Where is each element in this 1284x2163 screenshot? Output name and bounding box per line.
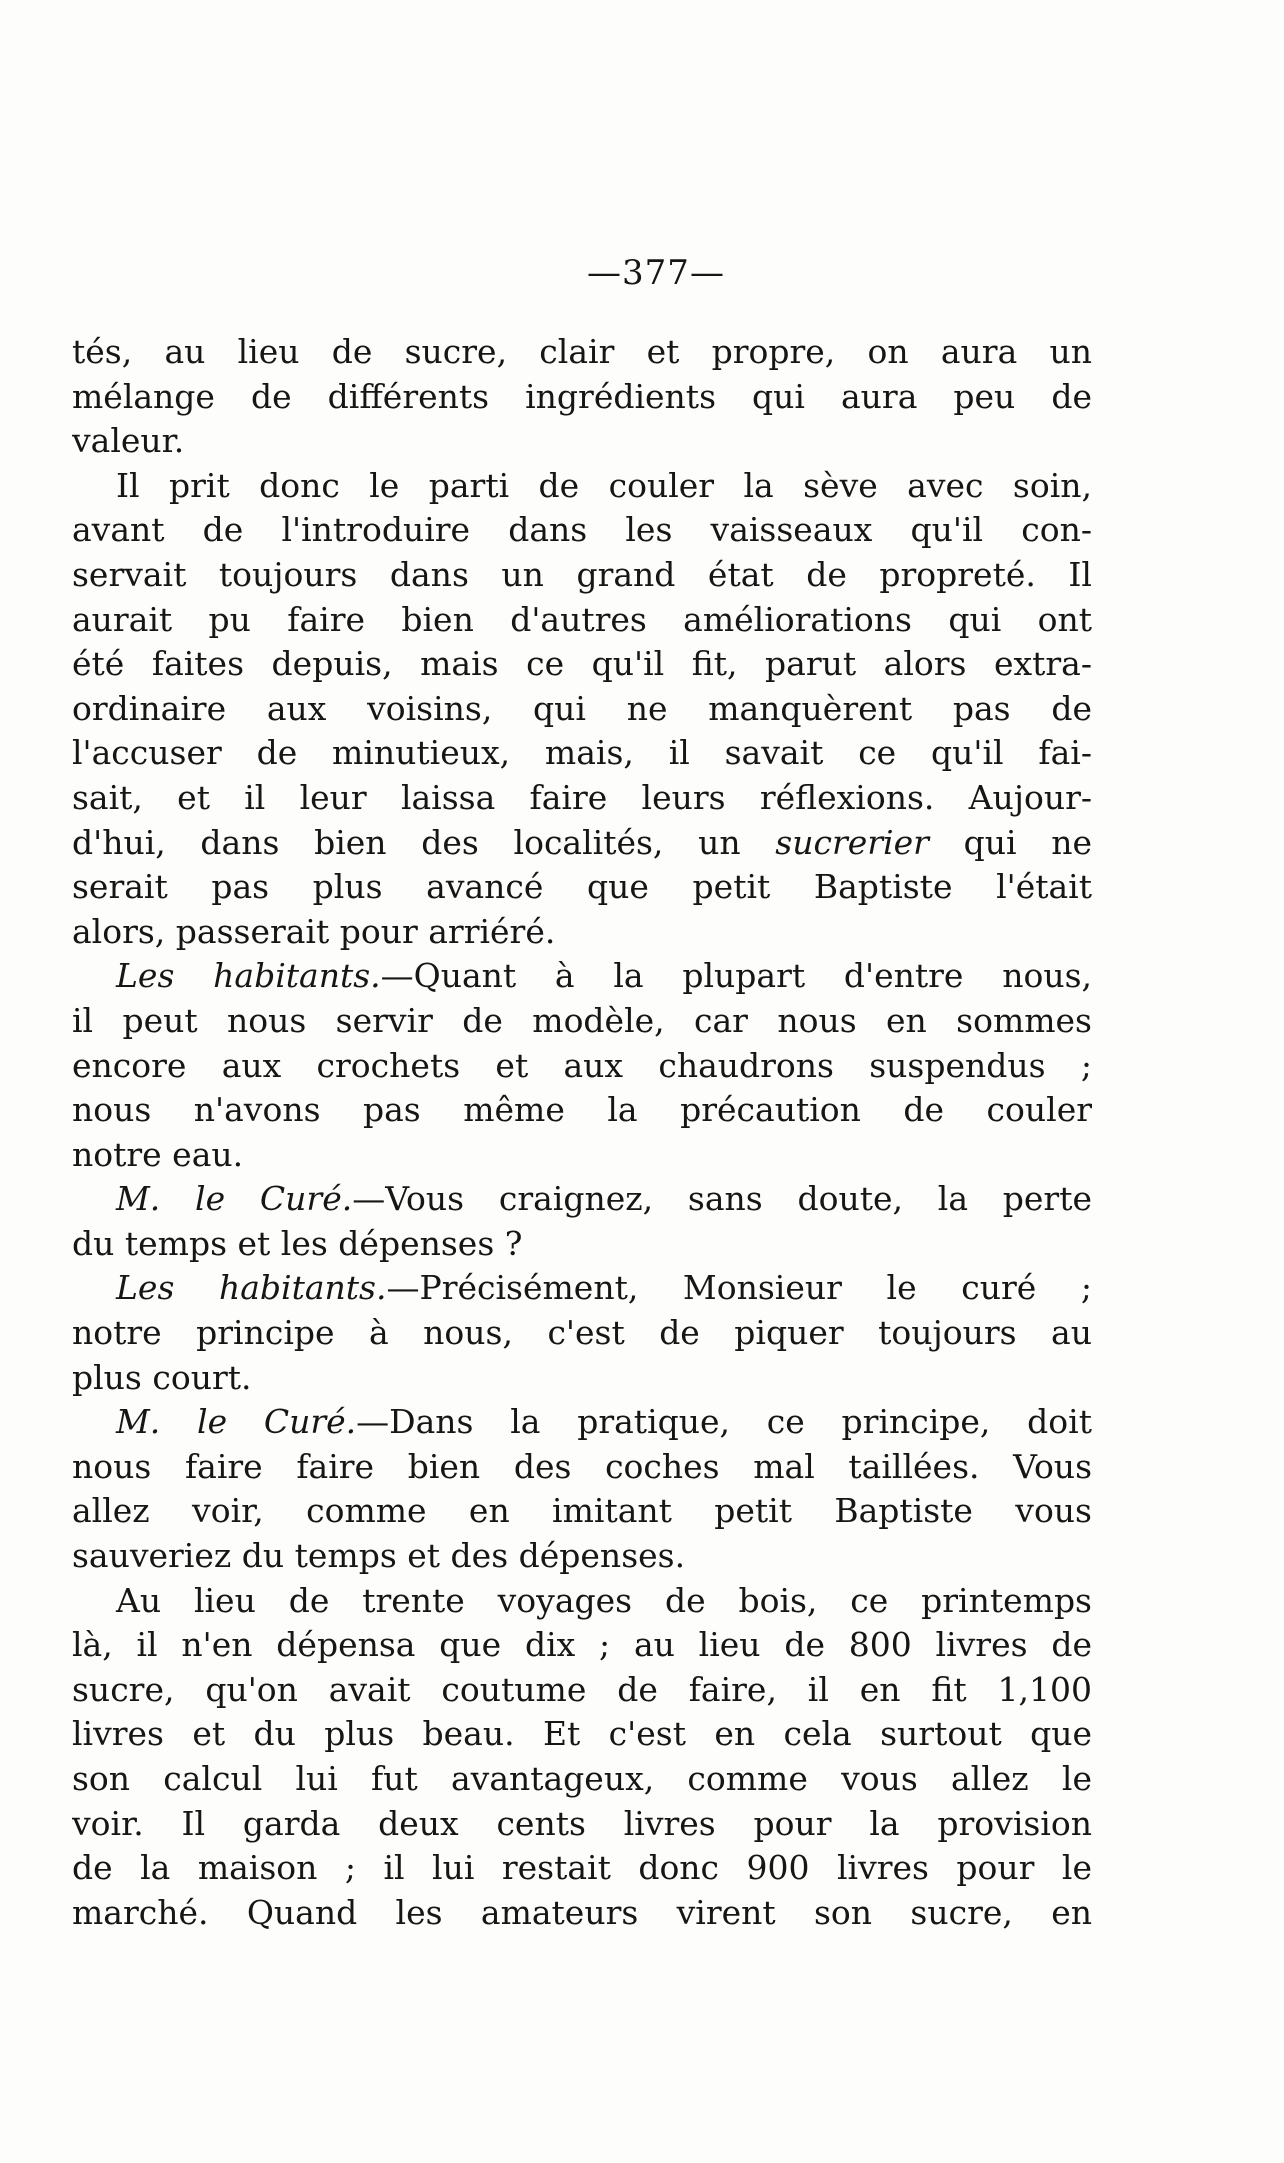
text-line: allez voir, comme en imitant petit Baptiste vous [72, 1491, 1092, 1531]
speaker-label: Les habitants. [116, 956, 381, 996]
text-line: il peut nous servir de modèle, car nous en sommes [72, 1000, 1092, 1040]
text-line: servait toujours dans un grand état de propreté. Il [72, 554, 1092, 594]
text-line: Il prit donc le parti de couler la sève avec soin, [116, 465, 1092, 505]
speaker-label: M. le Curé. [116, 1402, 357, 1442]
text-line: mélange de différents ingrédients qui aura peu de [72, 376, 1092, 416]
text-fragment: —Quant à la plupart d'entre nous, [380, 956, 1092, 996]
text-line: son calcul lui fut avantageux, comme vous allez le [72, 1759, 1092, 1798]
text-line: aurait pu faire bien d'autres améliorations qui ont [72, 599, 1092, 639]
text-line: du temps et les dépenses ? [72, 1223, 523, 1263]
speaker-label: M. le Curé. [116, 1179, 353, 1219]
dialogue-line [72, 1266, 1092, 1311]
text-line: sauveriez du temps et des dépenses. [72, 1536, 686, 1576]
text-line: sucre, qu'on avait coutume de faire, il en fit 1,100 [72, 1669, 1092, 1709]
text-line: valeur. [72, 421, 185, 461]
text-line: été faites depuis, mais ce qu'il fit, parut alors extra- [72, 644, 1092, 684]
text-fragment: —Précisément, Monsieur le curé ; [386, 1268, 1092, 1308]
text-line: ordinaire aux voisins, qui ne manquèrent pas de [72, 688, 1092, 728]
text-fragment: d'hui, dans bien des localités, un [72, 822, 776, 862]
text-line: là, il n'en dépensa que dix ; au lieu de 800 livres de [72, 1625, 1092, 1665]
text-line: plus court. [72, 1357, 252, 1397]
text-line: encore aux crochets et aux chaudrons suspendus ; [72, 1045, 1092, 1085]
text-line: serait pas plus avancé que petit Baptiste l'était [72, 867, 1092, 907]
text-line: tés, au lieu de sucre, clair et propre, on aura un [72, 332, 1092, 371]
text-line: marché. Quand les amateurs virent son sucre, en [72, 1892, 1092, 1932]
text-line: avant de l'introduire dans les vaisseaux qu'il con- [72, 510, 1092, 550]
text-line: sait, et il leur laissa faire leurs réflexions. Aujour- [72, 777, 1092, 817]
page-number: —377— [587, 253, 725, 293]
text-line: livres et du plus beau. Et c'est en cela surtout que [72, 1714, 1092, 1754]
text-fragment: —Vous craignez, sans doute, la perte [352, 1179, 1092, 1219]
text-line: notre principe à nous, c'est de piquer toujours au [72, 1313, 1092, 1353]
italic-word: sucrerier [775, 822, 929, 862]
text-line: voir. Il garda deux cents livres pour la provision [72, 1803, 1092, 1843]
text-fragment: qui ne [928, 822, 1092, 862]
text-line: nous faire faire bien des coches mal taillées. Vous [72, 1446, 1092, 1486]
speaker-label: Les habitants. [116, 1268, 387, 1308]
text-line: Au lieu de trente voyages de bois, ce printemps [116, 1580, 1092, 1620]
text-line [72, 821, 1092, 866]
text-line: alors, passerait pour arriéré. [72, 911, 556, 951]
body-text [72, 330, 1092, 1935]
text-line: nous n'avons pas même la précaution de couler [72, 1090, 1092, 1130]
text-line: l'accuser de minutieux, mais, il savait ce qu'il fai- [72, 733, 1092, 773]
text-line: notre eau. [72, 1134, 244, 1174]
dialogue-line [72, 954, 1092, 999]
text-line: de la maison ; il lui restait donc 900 livres pour le [72, 1848, 1092, 1888]
dialogue-line [72, 1177, 1092, 1222]
dialogue-line [72, 1400, 1092, 1445]
text-fragment: —Dans la pratique, ce principe, doit [356, 1402, 1092, 1442]
